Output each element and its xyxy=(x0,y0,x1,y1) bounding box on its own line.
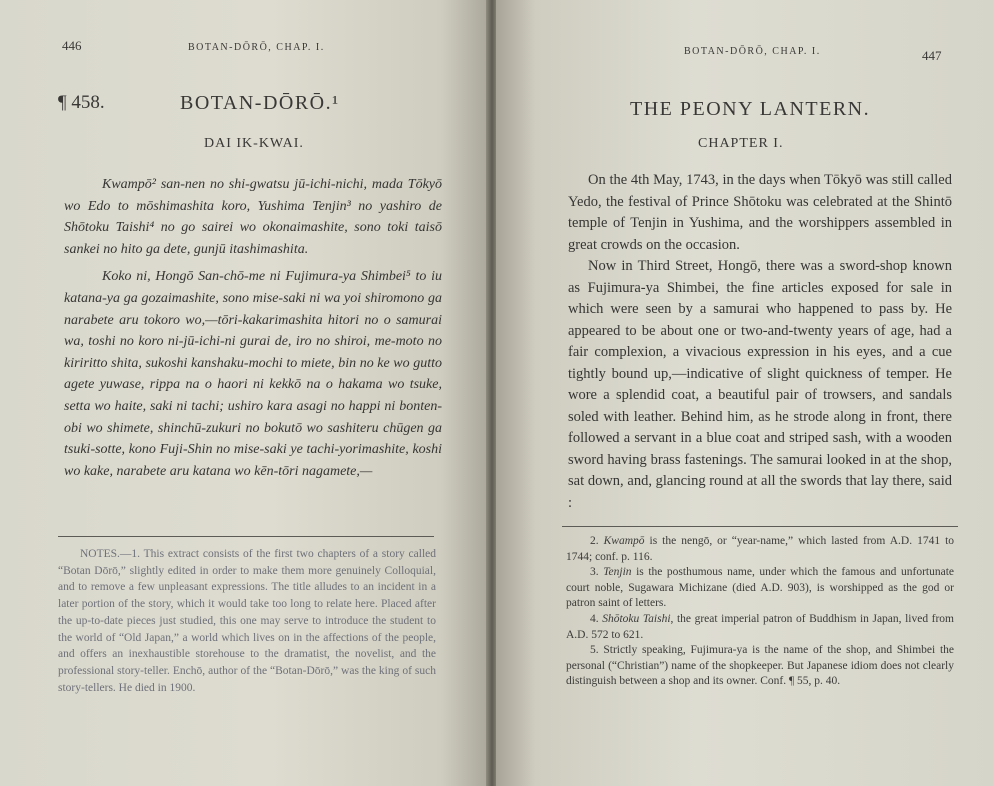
right-footnotes xyxy=(566,534,954,690)
footnote-number: 3. xyxy=(590,566,599,579)
paragraph-number: ¶ 458. xyxy=(58,92,105,113)
left-folio: 446 xyxy=(62,38,82,53)
right-title: THE PEONY LANTERN. xyxy=(630,98,871,120)
footnote-text: is the posthumous name, under which the famous and unfortunate court noble, Sugawara Michizane (died A.D. 903), is worshipped as the god or patron saint of letters. xyxy=(566,566,954,610)
right-paragraph-1: On the 4th May, 1743, in the days when Tōkyō was still called Yedo, the festival of Prince Shōtoku was celebrated at the Shintō temple of Tenjin in Yushima, and the worshippers assembled in great crowds on the occasion. xyxy=(568,172,952,253)
right-folio: 447 xyxy=(922,48,942,63)
right-paragraph-2: Now in Third Street, Hongō, there was a sword-shop known as Fujimura-ya Shimbei, the fine articles exposed for sale in which were seen by a samurai who happened to pass by. He appeared to be about one or two-and-twenty years of age, had a fair complexion, a vivacious expression in his eyes, and a cue tightly bound up,—indicative of slight quickness of temper. He wore a splendid coat, a beautiful pair of trowsers, and sandals soled with leather. Behind him, as he strode along in front, there followed a servant in a blue coat and striped sash, with a wooden sword having brass fastenings. The samurai looked in at the shop, sat down, and, glancing round at all the swords that lay there, said : xyxy=(568,258,952,511)
footnote-number: 4. xyxy=(590,612,599,625)
left-running-head: BOTAN-DŌRŌ, CHAP. I. xyxy=(188,42,325,53)
left-chapter-heading: DAI IK-KWAI. xyxy=(204,136,304,151)
left-footnote: NOTES.—1. This extract consists of the first two chapters of a story called “Botan Dōrō,” slightly edited in order to make them more genuinely Colloquial, and to remove a few unpleasant expressions. The title alludes to an incident in a later portion of the story, which it would take too long to relate here. Placed after the up-to-date pieces just studied, this one may serve to introduce the student to the world of “Old Japan,” a world which lives on in the affections of the people, and offers an inexhaustible storehouse to the dramatist, the novelist, and the professional story-teller. Enchō, author of the “Botan-Dōrō,” was the king of such story-tellers. He died in 1900. xyxy=(58,548,436,694)
left-paragraph-1: Kwampō² san-nen no shi-gwatsu jū-ichi-nichi, mada Tōkyō wo Edo to mōshimashita koro, Yushima Tenjin³ no yashiro de Shōtoku Taishi⁴ no go sairei wo okonaimashite, sono toki taisō sankei no hito ga dete, gunjū itashimashita. xyxy=(64,177,442,257)
footnote-text: Strictly speaking, Fujimura-ya is the name of the shop, and Shimbei the personal (“Christian”) name of the shopkeeper. But Japanese idiom does not clearly distinguish between a shop and its owner. Conf. ¶ 55, p. 40. xyxy=(566,644,955,688)
right-running-head: BOTAN-DŌRŌ, CHAP. I. xyxy=(684,46,821,57)
right-footnote-rule xyxy=(562,526,958,527)
footnote-number: 2. xyxy=(590,535,599,547)
footnote-number: 5. xyxy=(590,644,599,657)
footnote-2 xyxy=(566,534,954,565)
footnote-term: Tenjin xyxy=(603,566,632,579)
footnote-term: Kwampō xyxy=(603,535,645,547)
left-paragraph-2: Koko ni, Hongō San-chō-me ni Fujimura-ya Shimbei⁵ to iu katana-ya ga gozaimashite, sono mise-saki ni wa yoi shiromono ga narabete aru tokoro wo,—tōri-kakarimashita hitori no o samurai wa, toshi no koro ni-jū-ichi-ni gurai de, iro no shiroi, me-moto no kiriritto shita, sukoshi kanshaku-mochi to miete, bin no ke wo gutto agete yuwase, rippa na o haori ni kekkō na o hakama wo tsuke, setta wo haite, saki ni tachi; ushiro kara asagi no happi ni bonten-obi wo shimete, shinchū-zukuri no bokutō wo sashiteru chūgen ga tsuki-sotte, kono Fuji-Shin no mise-saki ye tachi-yorimashite, koshi wo kake, narabete aru katana wo kēn-tōri nagamete,— xyxy=(64,269,442,479)
right-body xyxy=(568,170,952,514)
footnote-text: is the nengō, or “year-name,” which lasted from A.D. 1741 to 1744; conf. p. 116. xyxy=(566,535,955,563)
footnote-4 xyxy=(566,612,954,643)
left-footnote-rule xyxy=(58,536,434,537)
left-page xyxy=(0,0,490,786)
left-title: BOTAN-DŌRŌ.¹ xyxy=(180,92,340,114)
footnote-text: , the great imperial patron of Buddhism in Japan, lived from A.D. 572 to 621. xyxy=(566,612,955,641)
left-body xyxy=(64,174,442,488)
footnote-3 xyxy=(566,565,954,612)
footnote-term: Shōtoku Taishi xyxy=(602,612,671,625)
footnote-5 xyxy=(566,643,954,690)
right-page xyxy=(496,0,994,786)
right-chapter-heading: CHAPTER I. xyxy=(698,136,784,151)
